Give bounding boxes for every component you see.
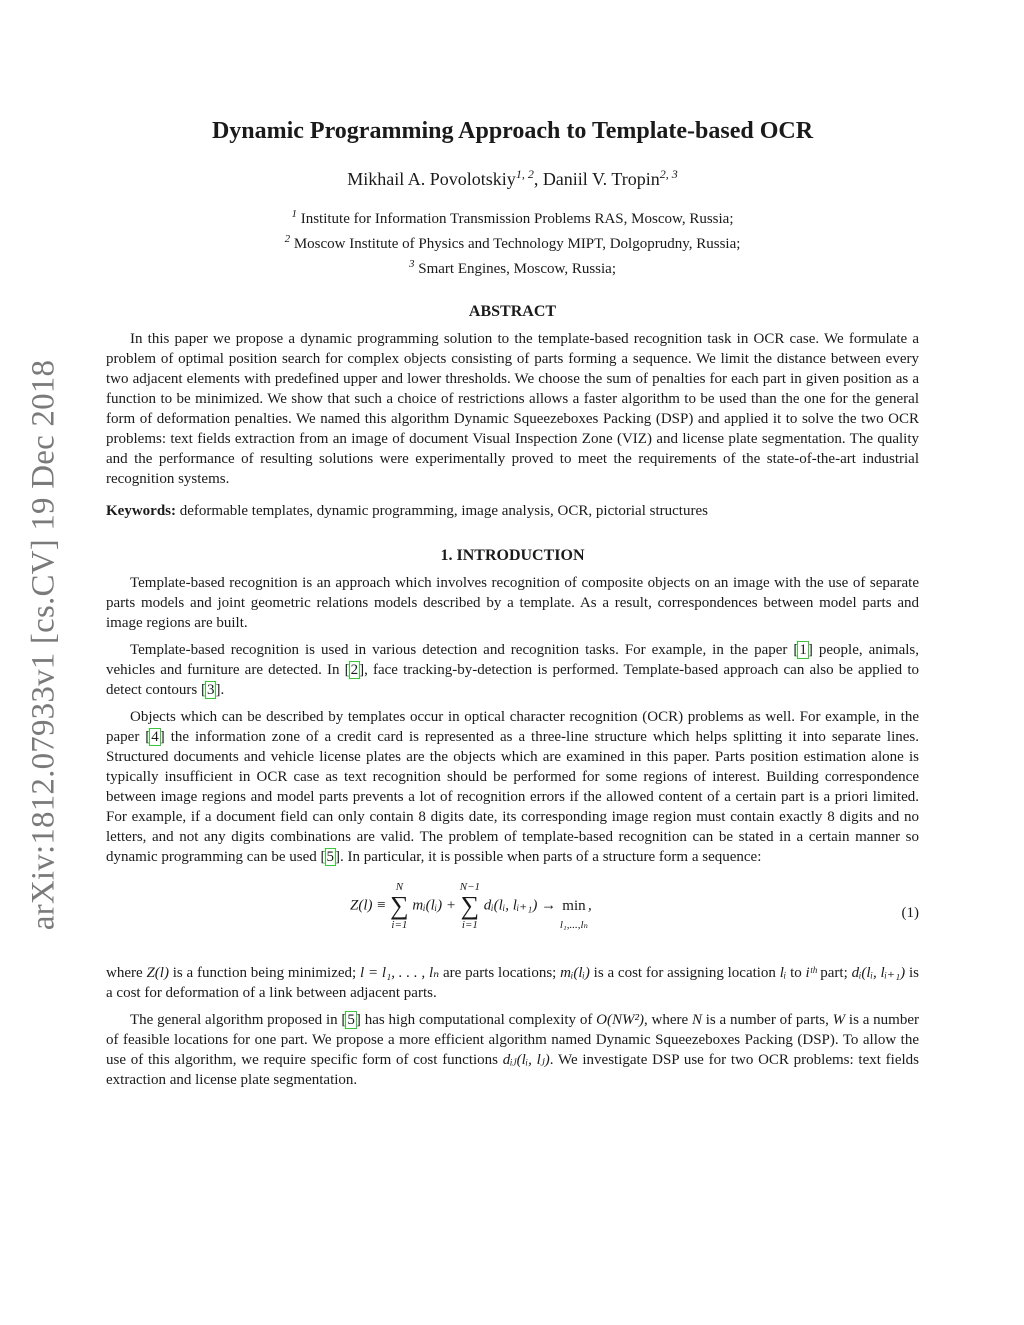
paper-page [106, 118, 919, 1090]
intro-heading: 1. INTRODUCTION [440, 547, 585, 564]
citation-link[interactable]: 2 [350, 662, 359, 678]
eq-term-2: dᵢ(lᵢ, lᵢ₊₁) → [483, 897, 557, 914]
paper-title: Dynamic Programming Approach to Template-based OCR [211, 118, 814, 144]
citation-link[interactable]: 5 [326, 849, 335, 865]
eq-term-1: mᵢ(lᵢ) + [412, 897, 457, 914]
affiliation-1: $^1$ Institute for Information Transmission Problems RAS, Moscow, Russia; [291, 208, 734, 227]
citation-link[interactable]: 1 [799, 642, 807, 658]
intro-paragraph-4: where Z(l) is a function being minimized; l = l₁, . . . , lₙ are parts locations; mᵢ(lᵢ) is a cost for assigning location lᵢ to iᵗʰ part; dᵢ(lᵢ, lᵢ₊₁) is a cost for deformation of a link between adjacent parts. [106, 965, 919, 1001]
equation-body: Z(l) ≡ N ∑ i=1 mᵢ(lᵢ) + N−1 ∑ i=1 dᵢ(lᵢ, lᵢ₊₁) → min l₁,...,lₙ , [350, 881, 592, 931]
affiliations [106, 204, 919, 279]
citation-link[interactable]: 4 [151, 729, 159, 745]
keywords [106, 501, 919, 521]
min-operator: min l₁,...,lₙ [559, 898, 589, 931]
intro-paragraph-3: Objects which can be described by templates occur in optical character recognition (OCR) problems as well. For example, in the paper [4] the information zone of a credit card is represented as a three-line structure which helps splitting it into separate lines. Structured documents and vehicle license plates are the objects which are examined in this paper. Parts position estimation alone is typically insufficient in OCR case as text recognition should be performed for some regions of interest. Building correspondence between image regions and model parts prevents a lot of recognition errors if the allowed content of a certain part is a priori limited. For example, if a document field can only contain 8 digits date, its corresponding image region must contain exactly 8 digits and no letters, and not any digits combinations are valid. The problem of template-based recognition can be stated in a certain manner so dynamic programming can be used [5]. In particular, it is possible when parts of a structure form a sequence: [106, 709, 919, 865]
author-1-affil: 1, 2 [515, 167, 534, 181]
author-1: Mikhail A. Povolotskiy [347, 169, 516, 189]
keywords-label: Keywords: [106, 503, 176, 519]
intro-paragraph-1: Template-based recognition is an approach which involves recognition of composite objects on an image with the use of separate parts models and joint geometric relations models described by a template. As a result, correspondences between model parts and image regions are built. [106, 575, 919, 631]
affiliation-3: $^3$ Smart Engines, Moscow, Russia; [408, 258, 617, 277]
sum-symbol: N−1 ∑ i=1 [459, 881, 481, 931]
equation-number: (1) [901, 905, 919, 921]
eq-lhs: Z(l) ≡ [350, 897, 387, 914]
arxiv-id: arXiv:1812.07933v1 [cs.CV] 19 Dec 2018 [25, 359, 62, 931]
citation-link[interactable]: 5 [347, 1012, 355, 1028]
abstract-heading: ABSTRACT [468, 303, 557, 320]
sum-symbol: N ∑ i=1 [390, 881, 409, 931]
intro-paragraph-2: Template-based recognition is used in various detection and recognition tasks. For example, in the paper [1] people, animals, vehicles and furniture are detected. In [2], face tracking-by-detection is performed. Template-based approach can also be applied to detect contours [3]. [106, 642, 919, 698]
abstract-text: In this paper we propose a dynamic programming solution to the template-based recognition task in OCR case. We formulate a problem of optimal position search for complex objects consisting of parts forming a sequence. We limit the distance between every two adjacent elements with predefined upper and lower thresholds. We choose the sum of penalties for each part in given position as a function to be minimized. We show that such a choice of restrictions allows a faster algorithm to be used than the one for the general form of deformation penalties. We named this algorithm Dynamic Squeezeboxes Packing (DSP) and applied it to solve the two OCR problems: text fields extraction from an image of document Visual Inspection Zone (VIZ) and license plate segmentation. The quality and the performance of resulting solutions were experimentally proved to meet the requirements of the state-of-the-art industrial recognition systems. [106, 331, 919, 487]
keywords-list: deformable templates, dynamic programming, image analysis, OCR, pictorial structures [179, 503, 708, 519]
intro-paragraph-5: The general algorithm proposed in [5] has high computational complexity of O(NW²), where N is a number of parts, W is a number of feasible locations for one part. We propose a more efficient algorithm named Dynamic Squeezeboxes Packing (DSP). To allow the use of this algorithm, we require specific form of cost functions dᵢⱼ(lᵢ, lⱼ). We investigate DSP use for two OCR problems: text fields extraction and license plate segmentation. [106, 1012, 919, 1088]
citation-link[interactable]: 3 [206, 682, 215, 698]
author-2-affil: 2, 3 [659, 167, 678, 181]
author-line [106, 167, 919, 190]
equation-1 [106, 881, 919, 953]
affiliation-2: $^2$ Moscow Institute of Physics and Technology MIPT, Dolgoprudny, Russia; [284, 233, 741, 252]
author-separator: , [533, 169, 543, 189]
author-2: Daniil V. Tropin [542, 169, 660, 189]
